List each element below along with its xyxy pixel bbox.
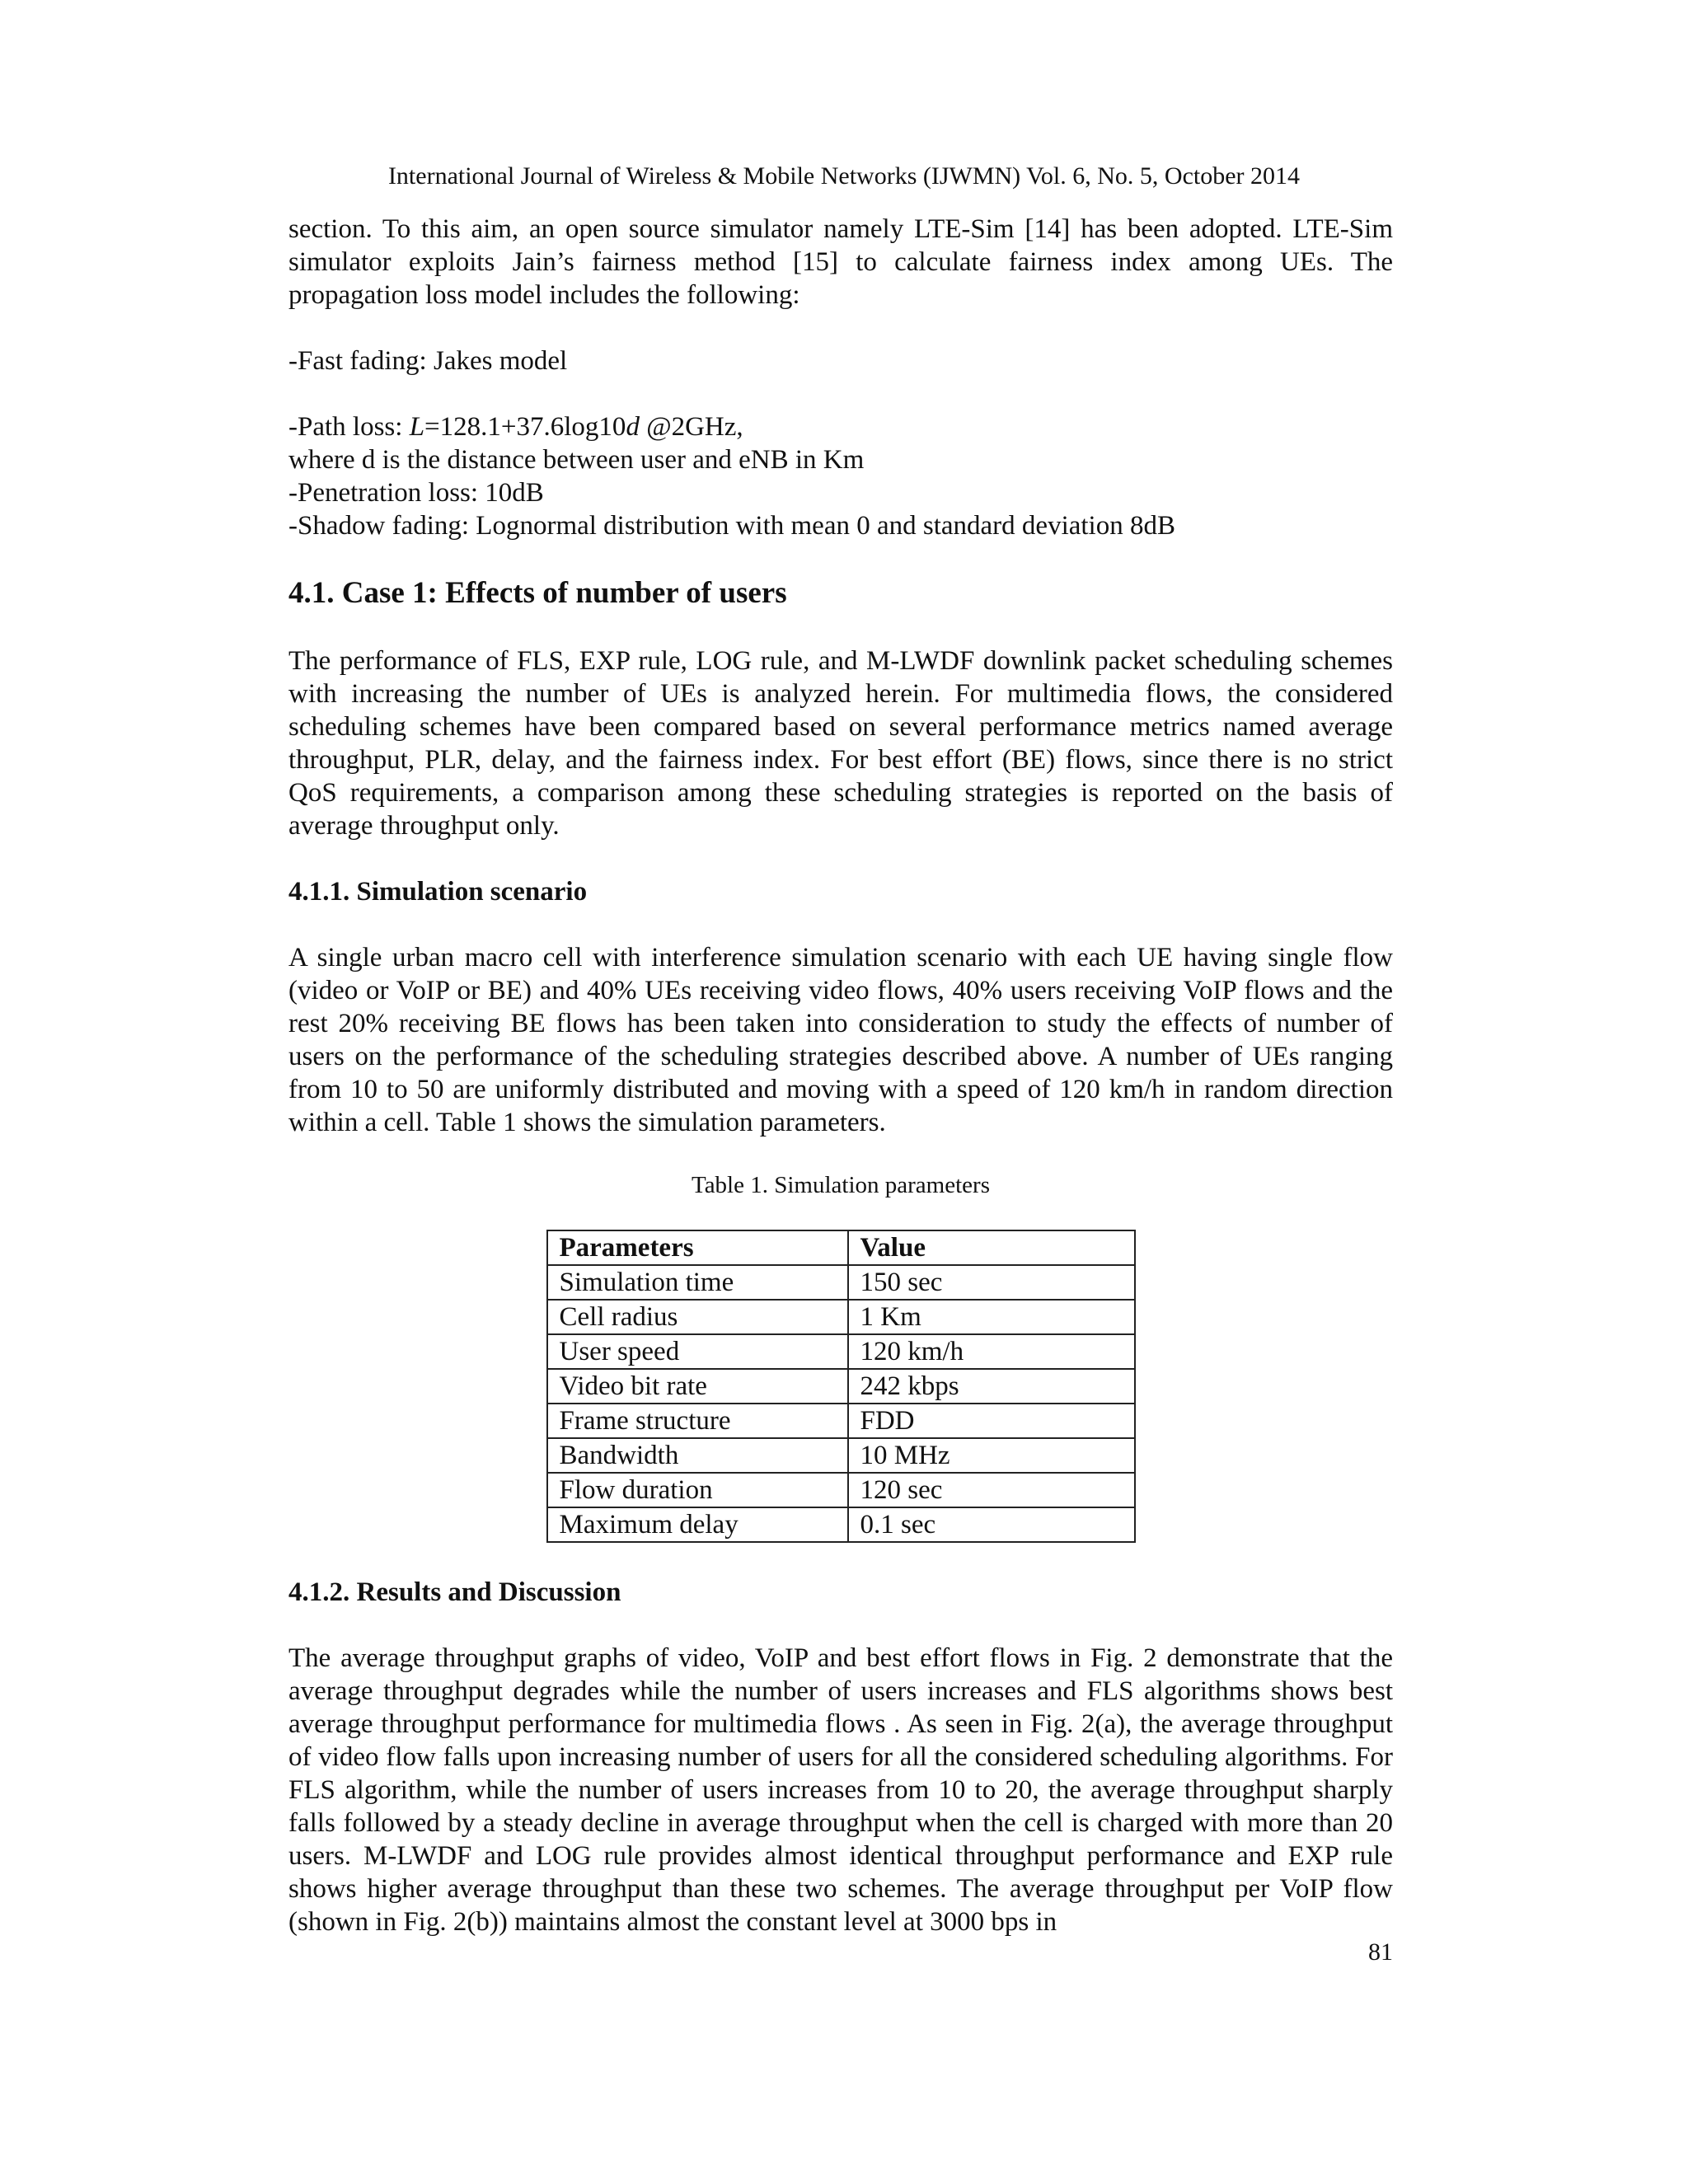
section-4-1-2-heading: 4.1.2. Results and Discussion (288, 1577, 621, 1607)
table-header-cell: Value (848, 1230, 1135, 1265)
table-row (547, 1507, 1135, 1542)
table-cell: Bandwidth (547, 1438, 848, 1473)
table-cell: 120 sec (848, 1473, 1135, 1507)
fast-fading-line: -Fast fading: Jakes model (288, 346, 568, 376)
section-4-1-body: The performance of FLS, EXP rule, LOG rule, and M-LWDF downlink packet scheduling schemes with increasing the number of UEs is analyzed herein. For multimedia flows, the considered scheduling schemes have been compared based on several performance metrics named average throughput, PLR, delay, and the fairness index. For best effort (BE) flows, since there is no strict QoS requirements, a comparison among these scheduling strategies is reported on the basis of average throughput only. (288, 646, 1393, 841)
table-cell: User speed (547, 1334, 848, 1369)
page-content (288, 213, 1393, 1938)
table-row (547, 1404, 1135, 1438)
table-header-cell: Parameters (547, 1230, 848, 1265)
table-row (547, 1334, 1135, 1369)
table-cell: 0.1 sec (848, 1507, 1135, 1542)
section-4-1-1-body: A single urban macro cell with interference simulation scenario with each UE having single flow (video or VoIP or BE) and 40% UEs receiving video flows, 40% users receiving VoIP flows and the rest 20% receiving BE flows has been taken into consideration to study the effects of number of users on the performance of the scheduling strategies described above. A number of UEs ranging from 10 to 50 are uniformly distributed and moving with a speed of 120 km/h in random direction within a cell. Table 1 shows the simulation parameters. (288, 943, 1393, 1137)
table-row (547, 1473, 1135, 1507)
table-row (547, 1438, 1135, 1473)
table-header-row (547, 1230, 1135, 1265)
table-cell: 120 km/h (848, 1334, 1135, 1369)
path-loss-d: d (626, 412, 640, 442)
path-loss-L: L (409, 412, 425, 442)
table-cell: 242 kbps (848, 1369, 1135, 1404)
table-cell: Video bit rate (547, 1369, 848, 1404)
section-4-1-heading: 4.1. Case 1: Effects of number of users (288, 576, 787, 610)
table-cell: Maximum delay (547, 1507, 848, 1542)
table-row (547, 1300, 1135, 1334)
path-loss-formula: =128.1+37.6log10 (424, 412, 626, 442)
table-cell: 1 Km (848, 1300, 1135, 1334)
path-loss-prefix: -Path loss: (288, 412, 410, 442)
table-cell: Frame structure (547, 1404, 848, 1438)
table-cell: 150 sec (848, 1265, 1135, 1300)
intro-paragraph: section. To this aim, an open source simulator namely LTE-Sim [14] has been adopted. LTE-Sim simulator exploits Jain’s fairness method [15] to calculate fairness index among UEs. The propagation loss model includes the following: (288, 214, 1393, 310)
simulation-parameters-table (546, 1230, 1136, 1543)
section-4-1-1-heading: 4.1.1. Simulation scenario (288, 877, 588, 907)
path-loss-suffix: @2GHz, (639, 412, 743, 442)
path-loss-note: where d is the distance between user and eNB in Km (288, 445, 865, 475)
penetration-loss-line: -Penetration loss: 10dB (288, 478, 544, 508)
table-cell: Simulation time (547, 1265, 848, 1300)
page-number: 81 (1368, 1938, 1393, 1966)
table-row (547, 1369, 1135, 1404)
table-row (547, 1265, 1135, 1300)
table-cell: 10 MHz (848, 1438, 1135, 1473)
section-4-1-2-body: The average throughput graphs of video, VoIP and best effort flows in Fig. 2 demonstrate that the average throughput degrades while the number of users increases and FLS algorithms shows best average throughput performance for multimedia flows . As seen in Fig. 2(a), the average throughput of video flow falls upon increasing number of users for all the considered scheduling algorithms. For FLS algorithm, while the number of users increases from 10 to 20, the average throughput sharply falls followed by a steady decline in average throughput when the cell is charged with more than 20 users. M-LWDF and LOG rule provides almost identical throughput performance and EXP rule shows higher average throughput than these two schemes. The average throughput per VoIP flow (shown in Fig. 2(b)) maintains almost the constant level at 3000 bps in (288, 1643, 1393, 1937)
table-cell: Flow duration (547, 1473, 848, 1507)
table-cell: FDD (848, 1404, 1135, 1438)
table-caption: Table 1. Simulation parameters (692, 1172, 990, 1198)
table-cell: Cell radius (547, 1300, 848, 1334)
journal-header: International Journal of Wireless & Mobile Networks (IJWMN) Vol. 6, No. 5, October 2014 (387, 162, 1301, 190)
shadow-fading-line: -Shadow fading: Lognormal distribution with mean 0 and standard deviation 8dB (288, 511, 1175, 541)
path-loss-line (288, 410, 1393, 443)
